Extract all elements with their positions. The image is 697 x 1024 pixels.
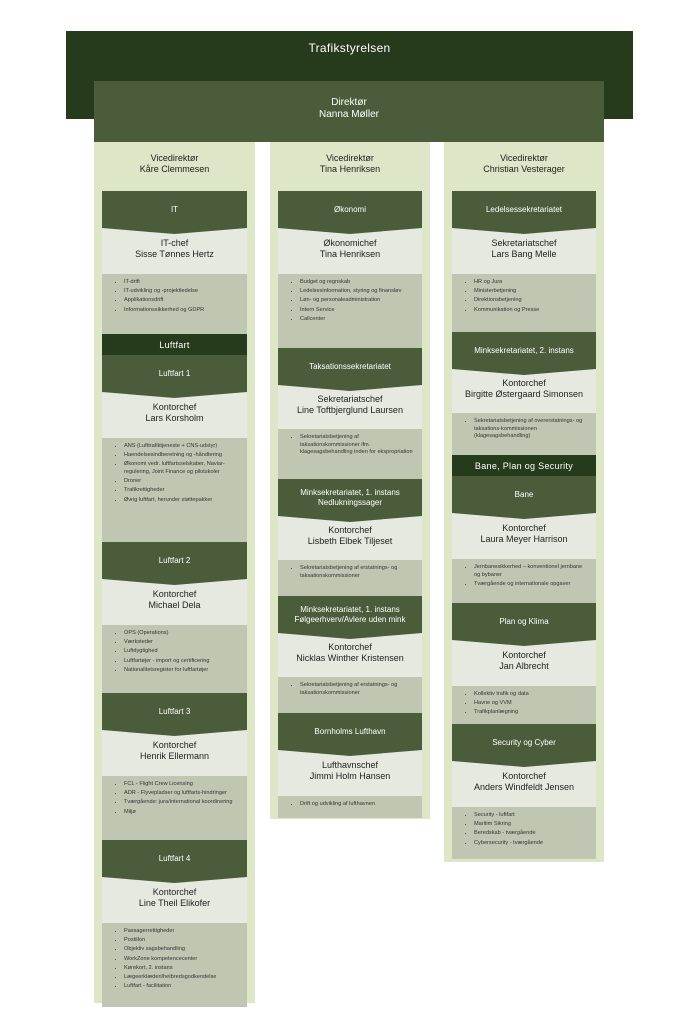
org-unit [278, 191, 422, 348]
chief-name: Lisbeth Elbek Tiljeset [307, 536, 393, 546]
task-item: • Kørekort, 2. instans [124, 965, 239, 973]
task-item: • OPS (Operations) [124, 630, 239, 638]
task-item: • HR og Jura [474, 279, 588, 287]
task-item: • Budget og regnskab [300, 279, 414, 287]
task-item: • Haendelsesindberetning og -håndtering [124, 452, 239, 460]
task-items [112, 279, 239, 314]
unit-chief [278, 750, 422, 792]
org-unit [452, 724, 596, 859]
org-title: Trafikstyrelsen [308, 41, 391, 55]
org-unit [452, 191, 596, 332]
task-item: • Øvrig luftfart, herunder støttepakker [124, 497, 239, 505]
task-item: • Ledelsesinformation, styring og finansløv [300, 288, 414, 296]
task-item: • IT-drift [124, 279, 239, 287]
task-item: • Informationssikkerhed og GDPR [124, 307, 239, 315]
vicedirector-title: Vicedirektør [500, 153, 548, 163]
task-items [462, 564, 588, 588]
task-item: • Nationalitetsregister for luftfartøjer [124, 667, 239, 675]
unit-chief [452, 640, 596, 682]
task-item: • Luftfartøjer - import og certificering [124, 658, 239, 666]
task-items [462, 691, 588, 717]
task-items [288, 565, 414, 580]
chief-name: Jan Albrecht [499, 661, 549, 671]
unit-chief [452, 761, 596, 803]
task-item: • Ministerbetjening [474, 288, 588, 296]
chief-name: Tina Henriksen [319, 249, 381, 259]
task-item: • Drift og udvikling af lufthavnen [300, 801, 414, 809]
task-items [462, 812, 588, 847]
task-items [462, 418, 588, 441]
unit-chief [452, 513, 596, 555]
task-item: • Havne og VVM [474, 700, 588, 708]
org-unit [278, 713, 422, 818]
chief-title: Kontorchef [502, 771, 546, 781]
column-tina-henriksen [270, 142, 430, 819]
org-unit [102, 191, 247, 334]
task-item: • Sekretariatsbetjening af erstatnings- og taksationskommissioner [300, 565, 414, 580]
task-item: • Beredskab - tværgående [474, 830, 588, 838]
org-unit [278, 348, 422, 479]
task-list [452, 686, 596, 724]
chief-title: Kontorchef [502, 378, 546, 388]
unit-chief [102, 877, 247, 919]
unit-name: Minksekretariatet, 1. instans Følgeerhverv/Avlere uden mink [278, 596, 422, 633]
task-item: • Løn- og personaleadministration [300, 297, 414, 305]
chief-title: Kontorchef [152, 402, 197, 412]
org-unit [452, 476, 596, 603]
vicedirector-name: Kåre Clemmesen [139, 164, 210, 174]
task-item: • ANS (Lufttrafiktjeneste + CNS-udstyr) [124, 443, 239, 451]
task-items [462, 279, 588, 314]
task-item: • Økonomi vedr. luftfartsselskaber, Naviar-regulering, Joint Finance og pilotskoler [124, 461, 239, 476]
task-item: • Jernbanesikkerhed – konventionel jernbane og bybaner [474, 564, 588, 579]
task-item: • IT-udvikling og -projektledelse [124, 288, 239, 296]
task-list [452, 274, 596, 332]
task-list [452, 559, 596, 603]
unit-name: Bornholms Lufthavn [278, 713, 422, 750]
unit-name: Security og Cyber [452, 724, 596, 761]
task-list [452, 807, 596, 859]
chief-name: Line Theil Elikofer [138, 898, 211, 908]
chief-title: Kontorchef [152, 589, 197, 599]
vicedirector-heading [270, 142, 430, 179]
task-item: • Callcenter [300, 316, 414, 324]
chief-name: Jimmi Holm Hansen [309, 771, 391, 781]
task-item: • Tværgående og internationale opgaver [474, 581, 588, 589]
task-item: • Objektiv sagsbehandling [124, 946, 239, 954]
chief-name: Henrik Ellermann [139, 751, 210, 761]
task-item: • Luftfart - facilitation [124, 983, 239, 991]
task-list [102, 776, 247, 840]
chief-name: Line Toftbjerglund Laursen [297, 405, 403, 415]
task-item: • Værksteder [124, 639, 239, 647]
column-kare-clemmesen [94, 142, 255, 1003]
vicedirector-title: Vicedirektør [326, 153, 374, 163]
task-item: • Miljø [124, 809, 239, 817]
chief-name: Lars Korsholm [145, 413, 204, 423]
unit-name: Økonomi [278, 191, 422, 228]
org-unit [278, 596, 422, 713]
unit-chief [452, 228, 596, 270]
task-item: • Kollektiv trafik og data [474, 691, 588, 699]
task-list [278, 274, 422, 348]
vicedirector-heading [444, 142, 604, 179]
vicedirector-name: Tina Henriksen [319, 164, 381, 174]
task-item: • Lægeerklæderi/helbredsgodkendelse [124, 974, 239, 982]
chief-title: Kontorchef [502, 650, 546, 660]
task-items [112, 443, 239, 504]
task-list [278, 560, 422, 596]
chief-title: Økonomichef [323, 238, 377, 248]
task-list [102, 438, 247, 542]
task-items [288, 279, 414, 323]
director-box [94, 81, 604, 142]
chief-title: Sekretariatschef [317, 394, 383, 404]
vicedirector-name: Christian Vesterager [483, 164, 565, 174]
chief-title: Kontorchef [152, 740, 197, 750]
task-list [102, 625, 247, 693]
unit-chief [278, 633, 422, 673]
task-item: • WorkZone kompetencecenter [124, 956, 239, 964]
unit-name: Luftfart 4 [102, 840, 247, 877]
task-item: • Sekretariatsbetjening af taksationskommissioner ifm. klagesagsbehandling inden for ekspropriation [300, 434, 414, 457]
chief-name: Sisse Tønnes Hertz [135, 249, 214, 259]
task-item: • Maritim Sikring [474, 821, 588, 829]
org-unit [102, 693, 247, 840]
chief-title: Kontorchef [152, 887, 197, 897]
chief-title: Lufthavnschef [321, 760, 379, 770]
chief-name: Nicklas Winther Kristensen [296, 653, 404, 663]
unit-name: Luftfart 3 [102, 693, 247, 730]
unit-chief [278, 516, 422, 556]
task-item: • Tværgående: jura/international koordinering [124, 799, 239, 807]
task-item: • Applikationsdrift [124, 297, 239, 305]
unit-name: Minksekretariatet, 2. instans [452, 332, 596, 369]
chief-title: Kontorchef [502, 523, 546, 533]
task-item: • Security - luftfart [474, 812, 588, 820]
task-item: • ADR - Flyvepladser og luftfarts-hindringer [124, 790, 239, 798]
unit-name: Taksationssekretariatet [278, 348, 422, 385]
task-list [102, 923, 247, 1007]
org-unit [452, 603, 596, 724]
org-unit [102, 542, 247, 693]
unit-chief [452, 369, 596, 409]
unit-name: Bane [452, 476, 596, 513]
task-item: • FCL - Flight Crew Licensing [124, 781, 239, 789]
column-christian-vesterager [444, 142, 604, 862]
unit-chief [102, 579, 247, 621]
chief-title: Kontorchef [328, 525, 372, 535]
task-items [112, 630, 239, 674]
task-list [278, 429, 422, 479]
chief-name: Birgitte Østergaard Simonsen [464, 389, 584, 399]
chief-name: Laura Meyer Harrison [480, 534, 568, 544]
task-list [278, 677, 422, 713]
unit-chief [278, 228, 422, 270]
task-item: • Direktionsbetjening [474, 297, 588, 305]
unit-name: Luftfart 1 [102, 355, 247, 392]
task-item: • Intern Service [300, 307, 414, 315]
org-unit [452, 332, 596, 455]
vicedirector-heading [94, 142, 255, 179]
unit-name: Luftfart 2 [102, 542, 247, 579]
task-items [112, 781, 239, 816]
task-item: • Passagerrettigheder [124, 928, 239, 936]
task-item: • Trafikrettigheder [124, 487, 239, 495]
task-item: • Luftdygtighed [124, 648, 239, 656]
task-items [288, 682, 414, 697]
task-item: • Kommunikation og Presse [474, 307, 588, 315]
org-unit [102, 840, 247, 1007]
director-name: Nanna Møller [318, 109, 380, 120]
vicedirector-title: Vicedirektør [150, 153, 199, 163]
task-items [288, 434, 414, 457]
chief-title: Kontorchef [328, 642, 372, 652]
unit-name: IT [102, 191, 247, 228]
task-items [112, 928, 239, 991]
unit-name: Plan og Klima [452, 603, 596, 640]
task-list [102, 274, 247, 334]
task-item: • Cybersecurity - tværgående [474, 840, 588, 848]
unit-chief [102, 392, 247, 434]
unit-chief [102, 228, 247, 270]
task-item: • Sekretariatsbetjening af erstatnings- og taksationskommissioner [300, 682, 414, 697]
task-list [278, 796, 422, 818]
chief-name: Michael Dela [148, 600, 201, 610]
chief-name: Lars Bang Melle [491, 249, 557, 259]
task-items [288, 801, 414, 809]
org-unit [102, 355, 247, 542]
director-title: Direktør [331, 97, 367, 108]
task-item: • Trafikplanlægning [474, 709, 588, 717]
unit-chief [102, 730, 247, 772]
chief-title: IT-chef [160, 238, 189, 248]
task-item: • Sekretariatsbetjening af overerstatnings- og taksations-kommissionen (klagesagsbehandling) [474, 418, 588, 441]
task-item: • Droner [124, 478, 239, 486]
chief-title: Sekretariatschef [491, 238, 557, 248]
unit-name: Ledelsessekretariatet [452, 191, 596, 228]
chief-name: Anders Windfeldt Jensen [473, 782, 575, 792]
org-unit [278, 479, 422, 596]
section-header: Luftfart [102, 334, 247, 355]
unit-name: Minksekretariatet, 1. instans Nedlukningssager [278, 479, 422, 516]
task-list [452, 413, 596, 455]
unit-chief [278, 385, 422, 425]
task-item: • Postillon [124, 937, 239, 945]
section-header: Bane, Plan og Security [452, 455, 596, 476]
